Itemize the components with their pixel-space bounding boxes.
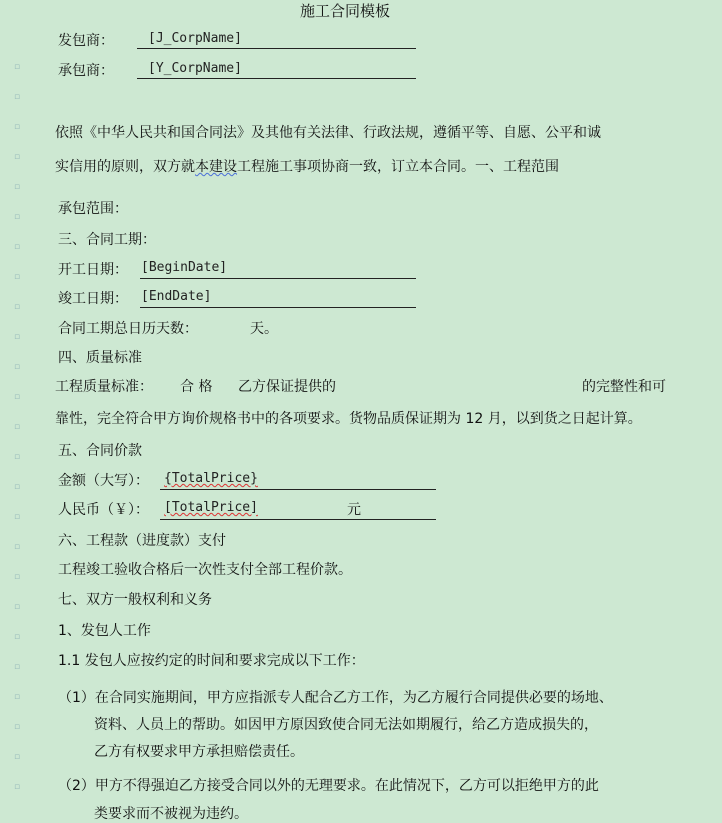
amount-rmb-value: [TotalPrice] xyxy=(164,500,258,515)
quality-label: 工程质量标准： xyxy=(55,379,153,395)
party-b-underline xyxy=(137,78,416,79)
margin-mark: ▫ xyxy=(14,542,21,552)
margin-mark: ▫ xyxy=(14,182,21,192)
amount-upper-label: 金额（大写）： xyxy=(58,473,149,489)
party-a-field[interactable]: [J_CorpName] xyxy=(148,31,242,46)
end-date-underline xyxy=(140,307,416,308)
margin-mark: ▫ xyxy=(14,422,21,432)
section-6-heading: 六、工程款（进度款）支付 xyxy=(58,533,226,549)
amount-upper-field[interactable] xyxy=(164,471,258,486)
paragraph-1-line-3: 乙方有权要求甲方承担赔偿责任。 xyxy=(94,744,304,760)
start-date-field[interactable]: [BeginDate] xyxy=(141,260,228,275)
paragraph-1-line-1: （1）在合同实施期间，甲方应指派专人配合乙方工作，为乙方履行合同提供必要的场地、 xyxy=(58,690,613,706)
margin-mark: ▫ xyxy=(14,512,21,522)
intro-line-1: 依照《中华人民共和国合同法》及其他有关法律、行政法规，遵循平等、自愿、公平和诚 xyxy=(55,125,601,141)
quality-value: 合 格 xyxy=(180,379,213,395)
section-5-heading: 五、合同价款 xyxy=(58,443,142,459)
margin-mark: ▫ xyxy=(14,332,21,342)
party-b-label: 承包商： xyxy=(58,63,114,79)
quality-text-1: 乙方保证提供的 xyxy=(238,379,336,395)
margin-mark: ▫ xyxy=(14,752,21,762)
payment-text: 工程竣工验收合格后一次性支付全部工程价款。 xyxy=(58,562,352,578)
amount-upper-value: {TotalPrice} xyxy=(164,471,258,486)
margin-mark: ▫ xyxy=(14,572,21,582)
party-b-field[interactable]: [Y_CorpName] xyxy=(148,61,242,76)
margin-mark: ▫ xyxy=(14,722,21,732)
end-date-label: 竣工日期： xyxy=(58,291,128,307)
section-7-heading: 七、双方一般权利和义务 xyxy=(58,592,212,608)
amount-rmb-underline xyxy=(160,519,436,520)
total-days-label: 合同工期总日历天数： xyxy=(58,321,198,337)
end-date-field[interactable]: [EndDate] xyxy=(141,289,212,304)
spellcheck-mark: 本建设 xyxy=(195,159,237,175)
paragraph-1-line-2: 资料、人员上的帮助。如因甲方原因致使合同无法如期履行，给乙方造成损失的， xyxy=(94,717,598,733)
margin-mark: ▫ xyxy=(14,632,21,642)
amount-rmb-unit: 元 xyxy=(347,502,361,518)
amount-rmb-field[interactable] xyxy=(164,500,258,515)
total-days-unit: 天。 xyxy=(250,321,278,337)
amount-upper-underline xyxy=(160,489,436,490)
margin-mark: ▫ xyxy=(14,602,21,612)
start-date-underline xyxy=(140,278,416,279)
margin-mark: ▫ xyxy=(14,782,21,792)
start-date-label: 开工日期： xyxy=(58,262,128,278)
item-1-heading: 1、发包人工作 xyxy=(58,623,151,639)
party-a-underline xyxy=(137,48,416,49)
item-1-1: 1.1 发包人应按约定的时间和要求完成以下工作： xyxy=(58,653,365,669)
margin-mark: ▫ xyxy=(14,482,21,492)
margin-mark: ▫ xyxy=(14,392,21,402)
margin-mark: ▫ xyxy=(14,302,21,312)
amount-rmb-label: 人民币（￥）： xyxy=(58,502,149,518)
margin-mark: ▫ xyxy=(14,152,21,162)
margin-mark: ▫ xyxy=(14,662,21,672)
margin-mark: ▫ xyxy=(14,122,21,132)
margin-mark: ▫ xyxy=(14,692,21,702)
paragraph-2-line-1: （2）甲方不得强迫乙方接受合同以外的无理要求。在此情况下，乙方可以拒绝甲方的此 xyxy=(58,778,599,794)
quality-text-1-end: 的完整性和可 xyxy=(582,379,666,395)
intro-line-2 xyxy=(55,156,559,176)
margin-mark: ▫ xyxy=(14,242,21,252)
intro-line-2-post: 工程施工事项协商一致，订立本合同。一、工程范围 xyxy=(237,159,559,175)
margin-mark: ▫ xyxy=(14,272,21,282)
quality-text-2: 靠性，完全符合甲方询价规格书中的各项要求。货物品质保证期为 12 月，以到货之日起计算。 xyxy=(55,411,642,427)
margin-mark: ▫ xyxy=(14,92,21,102)
margin-mark: ▫ xyxy=(14,62,21,72)
margin-mark: ▫ xyxy=(14,362,21,372)
document-title: 施工合同模板 xyxy=(300,2,391,20)
margin-mark: ▫ xyxy=(14,212,21,222)
section-3-heading: 三、合同工期： xyxy=(58,232,156,248)
section-4-heading: 四、质量标准 xyxy=(58,350,142,366)
intro-line-2-pre: 实信用的原则，双方就 xyxy=(55,159,195,175)
margin-mark: ▫ xyxy=(14,452,21,462)
scope-label: 承包范围： xyxy=(58,201,128,217)
paragraph-2-line-2: 类要求而不被视为违约。 xyxy=(94,806,248,822)
party-a-label: 发包商： xyxy=(58,33,114,49)
